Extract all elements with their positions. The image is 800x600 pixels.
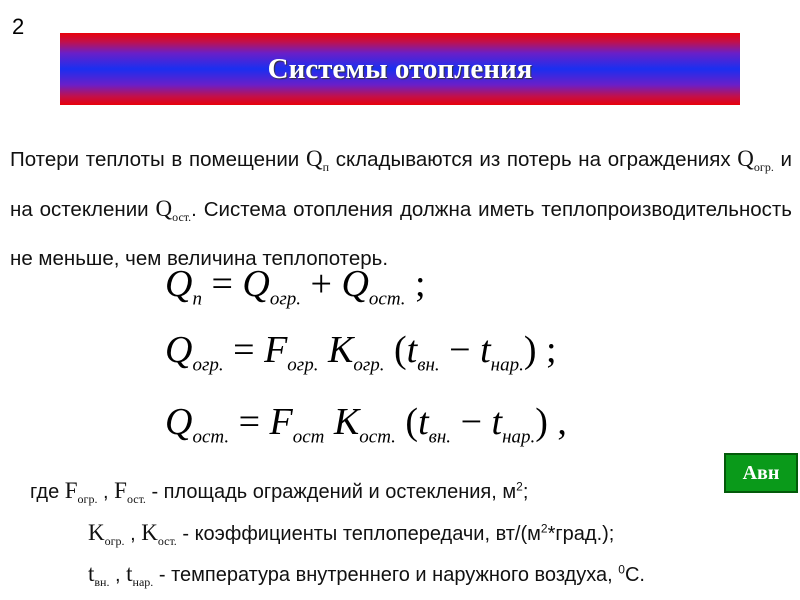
- definition-symbol: t: [126, 561, 133, 586]
- definition-subscript: ост.: [157, 534, 177, 548]
- definition-end: *град.);: [547, 523, 615, 545]
- formula-paren: (: [395, 401, 419, 443]
- q-subscript-ost: ост.: [172, 210, 192, 225]
- definition-coefficients: [88, 520, 614, 549]
- q-subscript-ogr: огр.: [753, 160, 774, 175]
- formula-total-loss: [165, 262, 426, 311]
- formula-symbol: K: [333, 401, 360, 443]
- formula-operator: =: [229, 401, 270, 443]
- formula-operator: +: [301, 263, 342, 305]
- formula-glazing-loss: [165, 400, 567, 449]
- definition-subscript: огр.: [77, 492, 98, 506]
- definition-symbol: K: [141, 520, 158, 545]
- intro-text-2: складываются из потерь на ограждениях: [329, 148, 738, 171]
- definition-subscript: ост.: [126, 492, 146, 506]
- definition-text: - температура внутреннего и наружного воздуха,: [153, 564, 619, 586]
- formula-symbol: t: [491, 401, 503, 443]
- definition-subscript: нар.: [132, 575, 154, 589]
- definition-end: С.: [624, 564, 645, 586]
- formula-symbol: t: [418, 401, 429, 443]
- definition-lead: где: [30, 481, 65, 503]
- q-symbol: Q: [305, 146, 323, 171]
- definition-text: - коэффициенты теплопередачи, вт/(м: [176, 523, 541, 545]
- intro-paragraph: [10, 138, 792, 279]
- q-subscript-p: п: [322, 160, 329, 175]
- formula-operator: =: [223, 329, 265, 371]
- formula-symbol: Q: [165, 329, 193, 371]
- formula-paren: ): [535, 401, 548, 443]
- formula-symbol: Q: [165, 401, 193, 443]
- formula-symbol: Q: [341, 263, 369, 305]
- formula-subscript: огр.: [287, 354, 319, 376]
- page-title: Системы отопления: [267, 52, 533, 85]
- formula-enclosure-loss: [165, 328, 557, 377]
- definition-area: [30, 478, 528, 507]
- formula-subscript: огр.: [269, 288, 302, 310]
- formula-symbol: Q: [165, 263, 193, 305]
- formula-punctuation: ;: [536, 329, 557, 371]
- formula-operator: =: [201, 263, 243, 305]
- formula-symbol: K: [327, 329, 354, 371]
- formula-subscript: вн.: [428, 426, 452, 448]
- intro-text-3: и на остеклении: [10, 148, 792, 222]
- definition-subscript: вн.: [94, 575, 110, 589]
- definition-temperatures: [88, 561, 645, 590]
- intro-text-4: . Система отопления должна иметь теплопроизводительность не меньше, чем величина теплопотерь.: [10, 198, 792, 271]
- formula-subscript: ост.: [359, 426, 396, 448]
- formula-subscript: огр.: [353, 354, 385, 376]
- formula-subscript: п: [192, 288, 202, 310]
- formula-symbol: F: [264, 329, 288, 371]
- formula-symbol: Q: [242, 263, 270, 305]
- definition-subscript: огр.: [104, 534, 125, 548]
- title-banner: [60, 33, 740, 105]
- formula-subscript: ост: [292, 426, 325, 448]
- definition-superscript: 0: [618, 562, 625, 577]
- q-symbol: Q: [155, 196, 173, 222]
- formula-subscript: нар.: [502, 426, 536, 448]
- formula-paren: ): [523, 329, 537, 371]
- formula-operator: −: [439, 329, 481, 371]
- definition-symbol: K: [88, 520, 105, 545]
- q-symbol: Q: [737, 146, 754, 171]
- definition-symbol: F: [64, 478, 78, 503]
- formula-punctuation: ;: [405, 263, 426, 305]
- definition-separator: ,: [124, 523, 142, 545]
- definition-superscript: 2: [516, 479, 523, 494]
- formula-subscript: нар.: [490, 354, 524, 376]
- formula-symbol: t: [406, 329, 418, 371]
- formula-subscript: ост.: [368, 288, 406, 310]
- definition-symbol: t: [88, 561, 95, 586]
- definition-separator: ,: [97, 481, 115, 503]
- definition-end: ;: [522, 481, 529, 503]
- definition-separator: ,: [109, 564, 127, 586]
- avn-button[interactable]: Авн: [724, 453, 798, 493]
- formula-operator: −: [451, 401, 492, 443]
- formula-subscript: вн.: [417, 354, 440, 376]
- definition-text: - площадь ограждений и остекления, м: [145, 481, 517, 503]
- intro-text-1: Потери теплоты в помещении: [10, 148, 306, 171]
- formula-subscript: огр.: [192, 354, 224, 376]
- formula-symbol: t: [480, 329, 491, 371]
- formula-symbol: F: [269, 401, 293, 443]
- definition-superscript: 2: [540, 521, 548, 536]
- formula-paren: (: [384, 329, 407, 371]
- definition-symbol: F: [114, 478, 127, 503]
- slide-number: 2: [12, 14, 25, 39]
- formula-subscript: ост.: [192, 426, 230, 448]
- formula-punctuation: ,: [547, 401, 567, 443]
